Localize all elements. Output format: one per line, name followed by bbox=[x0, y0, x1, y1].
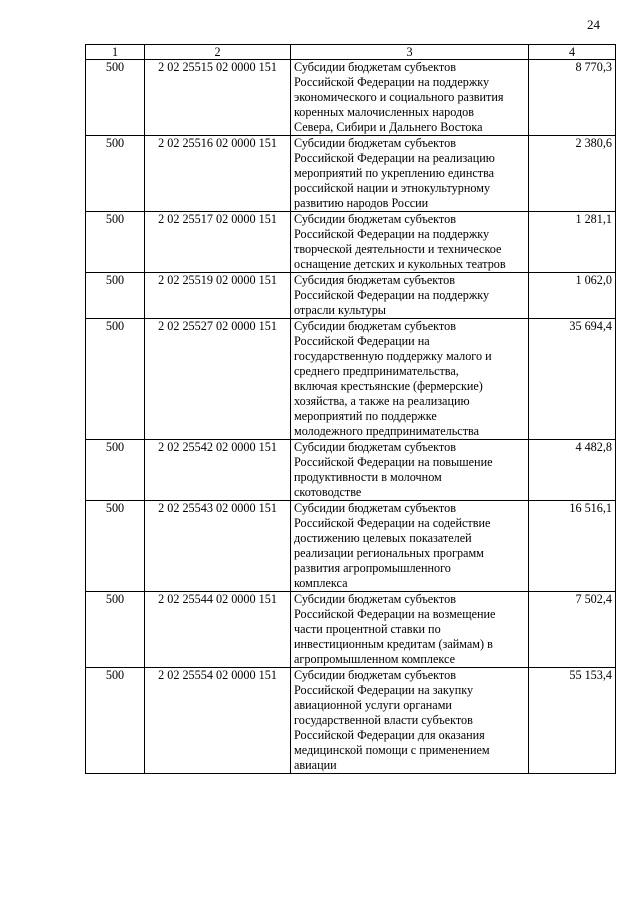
admin-code-cell: 500 bbox=[86, 668, 145, 774]
amount-cell: 1 281,1 bbox=[529, 212, 616, 273]
description-cell: Субсидии бюджетам субъектов Российской Федерации на повышение продуктивности в молочном скотоводстве bbox=[291, 440, 529, 501]
amount-cell: 16 516,1 bbox=[529, 501, 616, 592]
description-cell: Субсидии бюджетам субъектов Российской Федерации на закупку авиационной услуги органами государственной власти субъектов Российской Федерации для оказания медицинской помощи с применением авиации bbox=[291, 668, 529, 774]
table-row bbox=[86, 440, 616, 501]
admin-code-cell: 500 bbox=[86, 440, 145, 501]
table-body bbox=[86, 60, 616, 774]
table-row bbox=[86, 60, 616, 136]
admin-code-cell: 500 bbox=[86, 60, 145, 136]
table-row bbox=[86, 668, 616, 774]
admin-code-cell: 500 bbox=[86, 136, 145, 212]
table-row bbox=[86, 319, 616, 440]
description-cell: Субсидии бюджетам субъектов Российской Федерации на поддержку творческой деятельности и техническое оснащение детских и кукольных театров bbox=[291, 212, 529, 273]
admin-code-cell: 500 bbox=[86, 501, 145, 592]
amount-cell: 1 062,0 bbox=[529, 273, 616, 319]
amount-cell: 7 502,4 bbox=[529, 592, 616, 668]
amount-cell: 2 380,6 bbox=[529, 136, 616, 212]
budget-code-cell: 2 02 25542 02 0000 151 bbox=[145, 440, 291, 501]
budget-code-cell: 2 02 25554 02 0000 151 bbox=[145, 668, 291, 774]
table-row bbox=[86, 136, 616, 212]
admin-code-cell: 500 bbox=[86, 319, 145, 440]
description-cell: Субсидии бюджетам субъектов Российской Федерации на государственную поддержку малого и среднего предпринимательства, включая крестьянские (фермерские) хозяйства, а также на реализацию мероприятий по поддержке молодежного предпринимательства bbox=[291, 319, 529, 440]
amount-cell: 4 482,8 bbox=[529, 440, 616, 501]
admin-code-cell: 500 bbox=[86, 212, 145, 273]
budget-code-cell: 2 02 25519 02 0000 151 bbox=[145, 273, 291, 319]
table-row bbox=[86, 212, 616, 273]
column-header-4: 4 bbox=[529, 45, 616, 60]
budget-code-cell: 2 02 25517 02 0000 151 bbox=[145, 212, 291, 273]
amount-cell: 35 694,4 bbox=[529, 319, 616, 440]
column-header-2: 2 bbox=[145, 45, 291, 60]
table-row bbox=[86, 501, 616, 592]
description-cell: Субсидии бюджетам субъектов Российской Федерации на поддержку экономического и социального развития коренных малочисленных народов Севера, Сибири и Дальнего Востока bbox=[291, 60, 529, 136]
column-header-1: 1 bbox=[86, 45, 145, 60]
budget-revenue-table bbox=[85, 44, 616, 774]
page-number: 24 bbox=[587, 17, 600, 32]
budget-code-cell: 2 02 25516 02 0000 151 bbox=[145, 136, 291, 212]
table-row bbox=[86, 273, 616, 319]
description-cell: Субсидия бюджетам субъектов Российской Федерации на поддержку отрасли культуры bbox=[291, 273, 529, 319]
description-cell: Субсидии бюджетам субъектов Российской Федерации на реализацию мероприятий по укреплению единства российской нации и этнокультурному развитию народов России bbox=[291, 136, 529, 212]
amount-cell: 8 770,3 bbox=[529, 60, 616, 136]
budget-code-cell: 2 02 25544 02 0000 151 bbox=[145, 592, 291, 668]
column-header-3: 3 bbox=[291, 45, 529, 60]
budget-code-cell: 2 02 25543 02 0000 151 bbox=[145, 501, 291, 592]
budget-code-cell: 2 02 25515 02 0000 151 bbox=[145, 60, 291, 136]
admin-code-cell: 500 bbox=[86, 592, 145, 668]
table-row bbox=[86, 592, 616, 668]
description-cell: Субсидии бюджетам субъектов Российской Федерации на возмещение части процентной ставки по инвестиционным кредитам (займам) в агропромышленном комплексе bbox=[291, 592, 529, 668]
description-cell: Субсидии бюджетам субъектов Российской Федерации на содействие достижению целевых показателей реализации региональных программ развития агропромышленного комплекса bbox=[291, 501, 529, 592]
admin-code-cell: 500 bbox=[86, 273, 145, 319]
amount-cell: 55 153,4 bbox=[529, 668, 616, 774]
budget-code-cell: 2 02 25527 02 0000 151 bbox=[145, 319, 291, 440]
table-header-row bbox=[86, 45, 616, 60]
